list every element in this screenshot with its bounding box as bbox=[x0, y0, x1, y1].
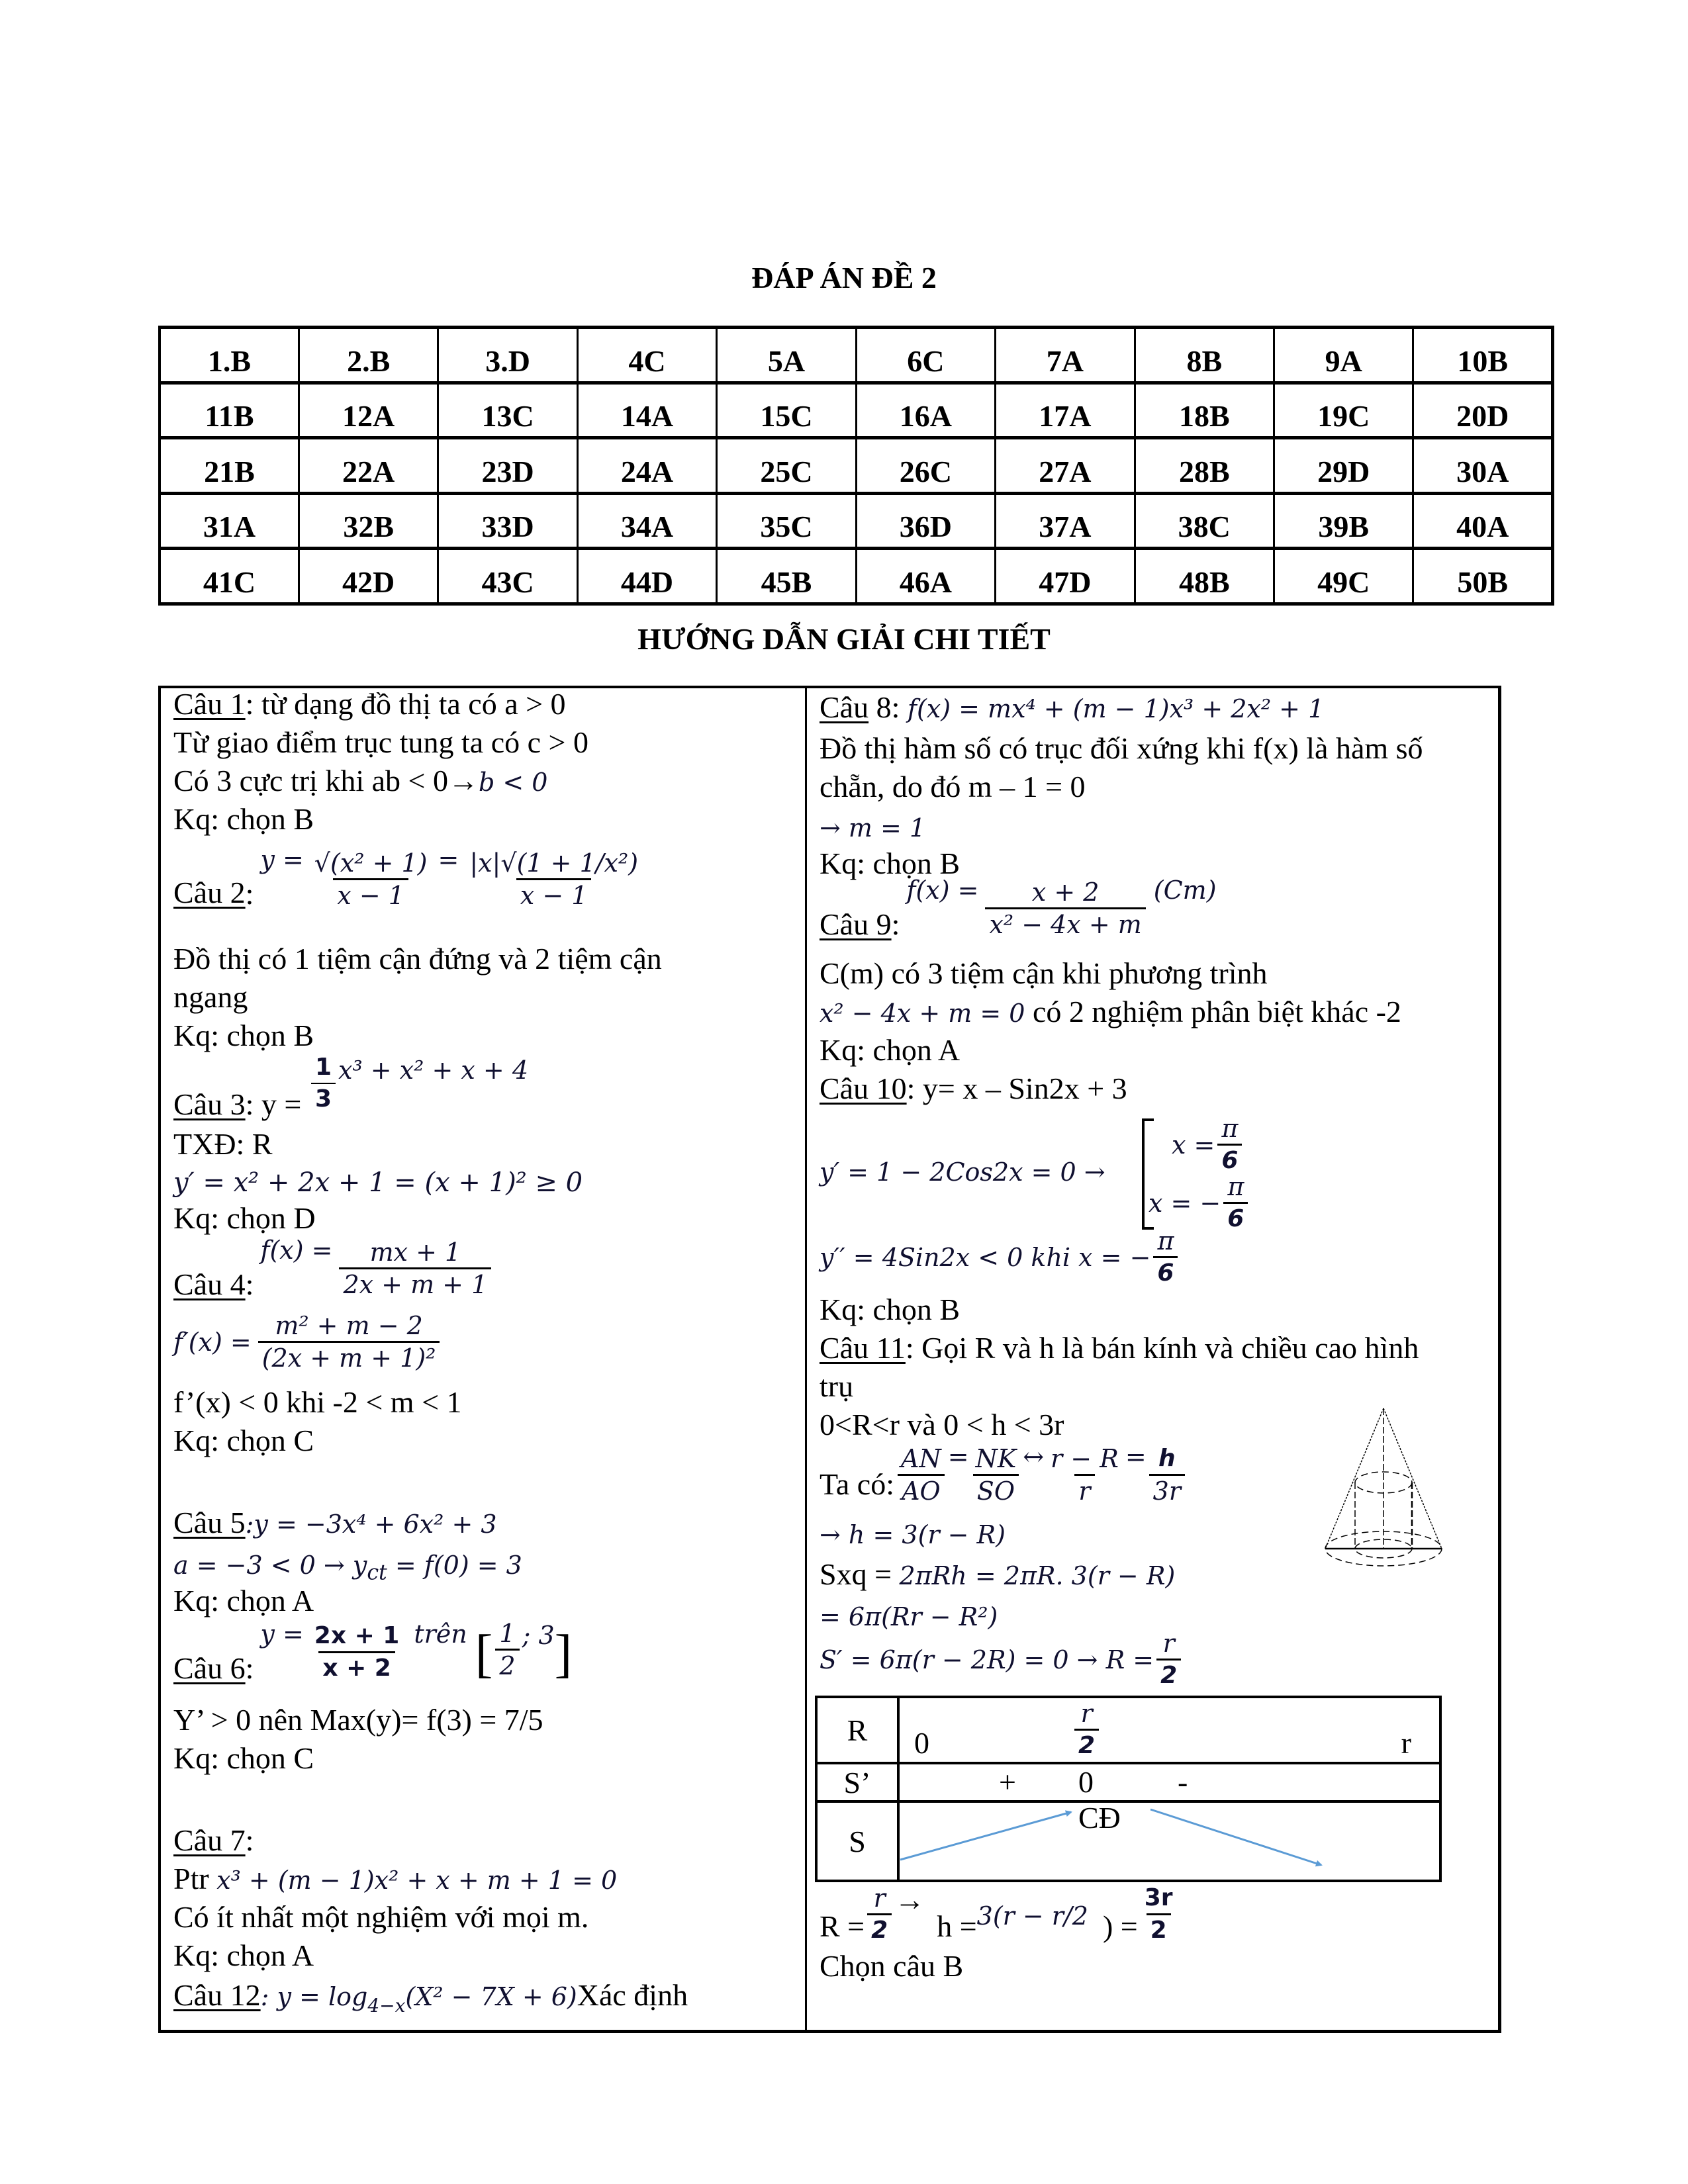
q10-sol1-frac bbox=[1217, 1113, 1242, 1176]
q7-label: Câu 7 bbox=[173, 1823, 246, 1857]
q2-line1 bbox=[173, 841, 645, 913]
q11-sxq2: = 6π(Rr − R²) bbox=[820, 1602, 998, 1631]
q8-line3: chẵn, do đó m – 1 = 0 bbox=[820, 770, 1086, 803]
var-header-Sp: S’ bbox=[816, 1763, 898, 1801]
q12-tail: Xác định bbox=[577, 1978, 688, 2012]
q11-an: AN bbox=[901, 1444, 941, 1473]
q9-frac-num: x + 2 bbox=[1031, 878, 1100, 907]
q4-frac2-num: m² + m − 2 bbox=[275, 1311, 423, 1340]
q6-int-rest: ; 3 bbox=[522, 1621, 555, 1650]
answer-cell: 5A bbox=[717, 328, 856, 383]
q7-ptr: Ptr bbox=[173, 1862, 209, 1895]
answer-row bbox=[160, 383, 1553, 438]
var-sign-minus: - bbox=[1178, 1765, 1188, 1799]
q3-rest: x³ + x² + x + 4 bbox=[338, 1056, 528, 1085]
q11-sxq-expr: 2πRh = 2πR. 3(r − R) bbox=[899, 1561, 1176, 1590]
q11-sprime bbox=[820, 1628, 1184, 1691]
answer-cell: 31A bbox=[160, 493, 299, 549]
answer-cell: 4C bbox=[577, 328, 716, 383]
answer-row bbox=[160, 328, 1553, 383]
q4-result: Kq: chọn C bbox=[173, 1424, 314, 1457]
q4-frac2 bbox=[258, 1310, 440, 1373]
var-R-half-num: r bbox=[1080, 1699, 1093, 1728]
q2-frac2 bbox=[465, 848, 642, 911]
q10-sol1 bbox=[1172, 1113, 1244, 1176]
q10-line1 bbox=[820, 1069, 1127, 1108]
q9-colon: : bbox=[891, 907, 900, 941]
answer-cell: 46A bbox=[856, 549, 995, 604]
q6-tren: trên bbox=[414, 1619, 467, 1649]
q9-frac bbox=[985, 877, 1145, 940]
q8-eq: f(x) = mx⁴ + (m − 1)x³ + 2x² + 1 bbox=[907, 694, 1325, 723]
q1-l3-text: Có 3 cực trị khi ab < 0→ bbox=[173, 764, 479, 797]
answer-cell: 50B bbox=[1413, 549, 1553, 604]
q11-sxq bbox=[820, 1555, 1175, 1595]
q11-frac-nk bbox=[972, 1443, 1021, 1506]
q2-result: Kq: chọn B bbox=[173, 1019, 314, 1052]
q10-second-text: y′′ = 4Sin2x < 0 khi x = − bbox=[820, 1242, 1151, 1272]
q6-line2: Y’ > 0 nên Max(y)= f(3) = 7/5 bbox=[173, 1703, 543, 1737]
q5-label: Câu 5 bbox=[173, 1506, 246, 1539]
q11-choice: Chọn câu B bbox=[820, 1949, 964, 1983]
answer-cell: 19C bbox=[1274, 383, 1413, 438]
q10-six1: 6 bbox=[1217, 1144, 1242, 1176]
q3-result: Kq: chọn D bbox=[173, 1201, 316, 1235]
cone-cylinder-figure bbox=[1317, 1390, 1450, 1569]
q11-sprime-num: r bbox=[1162, 1629, 1175, 1658]
answer-cell: 37A bbox=[996, 493, 1135, 549]
q11-r-minus-R: r − R bbox=[1051, 1444, 1119, 1473]
q2-frac1 bbox=[310, 848, 432, 911]
cone-left-edge bbox=[1325, 1408, 1383, 1549]
var-values-Sp bbox=[898, 1763, 1440, 1801]
q10-pi1: π bbox=[1221, 1114, 1239, 1143]
var-sign-zero: 0 bbox=[1078, 1765, 1094, 1799]
q12-eq2: (X² − 7X + 6) bbox=[405, 1982, 577, 2011]
q11-h-eq: → h = 3(r − R) bbox=[820, 1520, 1006, 1549]
q11-final bbox=[820, 1881, 1180, 1946]
var-row-Sp bbox=[816, 1763, 1440, 1801]
answer-cell: 32B bbox=[299, 493, 438, 549]
q7-result: Kq: chọn A bbox=[173, 1938, 314, 1972]
q11-nk: NK bbox=[975, 1444, 1017, 1473]
answer-row bbox=[160, 549, 1553, 604]
section-title: HƯỚNG DẪN GIẢI CHI TIẾT bbox=[637, 622, 1051, 656]
answer-cell: 49C bbox=[1274, 549, 1413, 604]
q11-ao: AO bbox=[898, 1474, 945, 1506]
q3-formula bbox=[308, 1052, 528, 1115]
q11-sprime-frac bbox=[1156, 1628, 1181, 1691]
q9-eq: x² − 4x + m = 0 bbox=[820, 999, 1025, 1028]
q6-frac-den: x + 2 bbox=[318, 1651, 395, 1684]
q6-line1 bbox=[173, 1615, 572, 1688]
answer-cell: 22A bbox=[299, 438, 438, 494]
q10-second-derivative bbox=[820, 1226, 1180, 1289]
q10-sol2-lhs: x = − bbox=[1149, 1188, 1221, 1218]
q5-line1 bbox=[173, 1504, 497, 1543]
answer-cell: 24A bbox=[577, 438, 716, 494]
var-R-half-den: 2 bbox=[1074, 1729, 1099, 1761]
q6-int-num: 1 bbox=[499, 1619, 516, 1648]
q6-frac-num: 2x + 1 bbox=[314, 1622, 400, 1649]
q11-so: SO bbox=[973, 1474, 1019, 1506]
q11-final-close: ) = bbox=[1102, 1909, 1138, 1943]
q11-l1: : Gọi R và h là bán kính và chiều cao hình bbox=[905, 1331, 1419, 1365]
page-title: ĐÁP ÁN ĐỀ 2 bbox=[751, 261, 937, 295]
answer-cell: 6C bbox=[856, 328, 995, 383]
q2-line3: ngang bbox=[173, 980, 248, 1014]
q6-label: Câu 6 bbox=[173, 1651, 246, 1685]
q6-y: y = bbox=[260, 1619, 304, 1649]
answer-cell: 12A bbox=[299, 383, 438, 438]
q4-fx: f(x) = bbox=[260, 1236, 333, 1265]
answer-cell: 34A bbox=[577, 493, 716, 549]
q7-line2 bbox=[173, 1860, 617, 1899]
q6-int-frac bbox=[495, 1618, 519, 1681]
q11-frac-an bbox=[897, 1443, 945, 1506]
answer-cell: 2.B bbox=[299, 328, 438, 383]
q11-iff: ↔ bbox=[1023, 1442, 1045, 1471]
q4-fpx: f′(x) = bbox=[173, 1327, 252, 1357]
q11-final-r: r bbox=[873, 1884, 886, 1913]
q3-frac bbox=[311, 1052, 336, 1115]
q11-taco: Ta có: bbox=[820, 1467, 895, 1501]
q10-six3: 6 bbox=[1153, 1256, 1178, 1289]
q11-sprime-den: 2 bbox=[1156, 1659, 1181, 1691]
q11-label: Câu 11 bbox=[820, 1331, 906, 1365]
answer-cell: 48B bbox=[1135, 549, 1274, 604]
q4-line1 bbox=[173, 1231, 494, 1304]
q2-colon: : bbox=[245, 877, 254, 911]
answer-cell: 18B bbox=[1135, 383, 1274, 438]
answer-cell: 29D bbox=[1274, 438, 1413, 494]
q12-sub: 4−x bbox=[367, 1995, 406, 2017]
q8-line1 bbox=[820, 688, 1324, 728]
var-row-R bbox=[816, 1697, 1440, 1763]
answer-cell: 3.D bbox=[438, 328, 577, 383]
q4-frac-den: 2x + m + 1 bbox=[339, 1267, 491, 1300]
q4-frac bbox=[339, 1237, 491, 1300]
q4-derivative bbox=[173, 1310, 442, 1373]
answer-cell: 35C bbox=[717, 493, 856, 549]
q4-condition: f’(x) < 0 khi -2 < m < 1 bbox=[173, 1385, 462, 1419]
answer-cell: 36D bbox=[856, 493, 995, 549]
answer-cell: 45B bbox=[717, 549, 856, 604]
var-R-r: r bbox=[1401, 1726, 1411, 1760]
q9-fx: f(x) = bbox=[906, 876, 979, 905]
answer-cell: 26C bbox=[856, 438, 995, 494]
q9-label: Câu 9 bbox=[820, 907, 892, 941]
var-R-0: 0 bbox=[914, 1726, 929, 1760]
answer-cell: 44D bbox=[577, 549, 716, 604]
q6-result: Kq: chọn C bbox=[173, 1741, 314, 1775]
q11-final-h: h = bbox=[937, 1909, 977, 1943]
variation-arrows bbox=[898, 1800, 1439, 1878]
answer-cell: 39B bbox=[1274, 493, 1413, 549]
q5-result: Kq: chọn A bbox=[173, 1584, 314, 1617]
answer-cell: 11B bbox=[160, 383, 299, 438]
q5-eq: :y = −3x⁴ + 6x² + 3 bbox=[245, 1510, 497, 1539]
var-max-label: CĐ bbox=[1078, 1801, 1121, 1835]
q1-formula: b < 0 bbox=[478, 768, 548, 797]
q9-line3 bbox=[820, 993, 1401, 1032]
q7-line1 bbox=[173, 1821, 254, 1860]
q10-six2: 6 bbox=[1223, 1202, 1248, 1234]
q2-frac1-num: √(x² + 1) bbox=[314, 848, 428, 878]
q11-final-hexpr: 3(r − r/2 bbox=[976, 1901, 1088, 1931]
answer-cell: 16A bbox=[856, 383, 995, 438]
answer-cell: 8B bbox=[1135, 328, 1274, 383]
var-sign-plus: + bbox=[999, 1765, 1016, 1799]
q9-cm: (Cm) bbox=[1153, 876, 1217, 905]
q2-y: y = bbox=[260, 845, 304, 874]
q4-label: Câu 4 bbox=[173, 1267, 246, 1301]
answer-cell: 14A bbox=[577, 383, 716, 438]
var-values-R bbox=[898, 1697, 1440, 1763]
q10-result: Kq: chọn B bbox=[820, 1293, 961, 1326]
q10-eq: : y= x – Sin2x + 3 bbox=[906, 1071, 1127, 1105]
q11-3r: 3r bbox=[1149, 1474, 1185, 1506]
answer-cell: 42D bbox=[299, 549, 438, 604]
q2-label: Câu 2 bbox=[173, 876, 246, 909]
q6-frac bbox=[310, 1621, 404, 1684]
q11-line3: 0<R<r và 0 < h < 3r bbox=[820, 1408, 1064, 1441]
q8-line2: Đồ thị hàm số có trục đối xứng khi f(x) là hàm số bbox=[820, 731, 1423, 765]
q8-result: Kq: chọn B bbox=[820, 846, 961, 880]
var-header-R: R bbox=[816, 1697, 898, 1763]
q4-frac2-den: (2x + m + 1)² bbox=[258, 1341, 440, 1373]
answer-cell: 40A bbox=[1413, 493, 1553, 549]
q5-l1b: = f(0) = 3 bbox=[387, 1551, 522, 1580]
q3-derivative: y′ = x² + 2x + 1 = (x + 1)² ≥ 0 bbox=[173, 1167, 583, 1198]
q3-frac-den: 3 bbox=[311, 1083, 336, 1115]
q11-sprime-text: S′ = 6π(r − 2R) = 0 → R = bbox=[820, 1645, 1154, 1674]
answer-key-table bbox=[158, 326, 1554, 606]
answer-cell: 33D bbox=[438, 493, 577, 549]
q10-sol2-frac bbox=[1223, 1171, 1248, 1234]
decreasing-arrow bbox=[1150, 1809, 1321, 1865]
answer-cell: 21B bbox=[160, 438, 299, 494]
q2-frac1-den: x − 1 bbox=[333, 878, 408, 911]
q10-label: Câu 10 bbox=[820, 1071, 907, 1105]
q6-bracket-left: [ bbox=[475, 1625, 493, 1683]
q1-text: : từ dạng đồ thị ta có a > 0 bbox=[245, 687, 566, 721]
q12-line1 bbox=[173, 1976, 688, 2025]
q3-line1 bbox=[173, 1085, 301, 1124]
answer-cell: 10B bbox=[1413, 328, 1553, 383]
answer-cell: 25C bbox=[717, 438, 856, 494]
q3-label: Câu 3 bbox=[173, 1087, 246, 1121]
q2-frac2-num: |x|√(1 + 1/x²) bbox=[469, 848, 639, 878]
answer-cell: 1.B bbox=[160, 328, 299, 383]
answer-cell: 20D bbox=[1413, 383, 1553, 438]
q8-num: 8: bbox=[868, 690, 908, 724]
q11-final-frac bbox=[1141, 1883, 1177, 1946]
q11-final-den: 2 bbox=[1147, 1913, 1171, 1946]
answer-cell: 15C bbox=[717, 383, 856, 438]
answer-cell: 47D bbox=[996, 549, 1135, 604]
q6-bracket-right: ] bbox=[554, 1625, 573, 1683]
q4-frac-num: mx + 1 bbox=[369, 1238, 461, 1267]
answer-cell: 38C bbox=[1135, 493, 1274, 549]
q10-pi3: π bbox=[1157, 1226, 1174, 1255]
q12-label: Câu 12 bbox=[173, 1978, 261, 2012]
q10-sol2 bbox=[1149, 1171, 1250, 1234]
q1-line1 bbox=[173, 685, 566, 723]
q11-h: h bbox=[1158, 1445, 1176, 1472]
q6-int-den: 2 bbox=[495, 1649, 519, 1681]
q9-frac-den: x² − 4x + m bbox=[985, 907, 1145, 940]
answer-cell: 28B bbox=[1135, 438, 1274, 494]
q7-line3: Có ít nhất một nghiệm với mọi m. bbox=[173, 1900, 589, 1934]
var-R-half bbox=[1074, 1698, 1099, 1761]
q1-line2: Từ giao điểm trục tung ta có c > 0 bbox=[173, 725, 588, 759]
q1-line3 bbox=[173, 762, 547, 801]
cone-right-edge bbox=[1383, 1408, 1442, 1549]
answer-cell: 43C bbox=[438, 549, 577, 604]
q3-txd: TXĐ: R bbox=[173, 1127, 273, 1161]
answer-cell: 30A bbox=[1413, 438, 1553, 494]
answer-cell: 17A bbox=[996, 383, 1135, 438]
q5-sub: ct bbox=[367, 1561, 387, 1585]
q2-equals: = bbox=[438, 845, 459, 874]
q9-result: Kq: chọn A bbox=[820, 1033, 961, 1067]
q10-pi2: π bbox=[1227, 1172, 1244, 1201]
q7-colon: : bbox=[245, 1823, 254, 1857]
q11-final-rhalf bbox=[867, 1883, 892, 1946]
q9-line2: C(m) có 3 tiệm cận khi phương trình bbox=[820, 956, 1268, 990]
q10-derivative: y′ = 1 − 2Cos2x = 0 → bbox=[820, 1158, 1105, 1187]
q11-line2: trụ bbox=[820, 1369, 854, 1403]
q10-second-frac bbox=[1153, 1226, 1178, 1289]
q11-final-num: 3r bbox=[1144, 1884, 1173, 1911]
q9-l2: có 2 nghiệm phân biệt khác -2 bbox=[1025, 995, 1401, 1028]
q11-r: r bbox=[1074, 1474, 1094, 1506]
q11-frac-rR bbox=[1047, 1443, 1123, 1506]
answer-cell: 13C bbox=[438, 383, 577, 438]
q11-final-arrow: → bbox=[894, 1883, 925, 1917]
q11-final-R: R = bbox=[820, 1909, 865, 1943]
answer-cell: 41C bbox=[160, 549, 299, 604]
q4-colon: : bbox=[245, 1267, 254, 1301]
q8-line4: → m = 1 bbox=[820, 813, 926, 842]
q1-result: Kq: chọn B bbox=[173, 802, 314, 836]
q3-frac-num: 1 bbox=[315, 1054, 332, 1081]
q11-sxq-label: Sxq = bbox=[820, 1557, 892, 1591]
answer-cell: 7A bbox=[996, 328, 1135, 383]
q11-line1 bbox=[820, 1329, 1419, 1367]
increasing-arrow bbox=[900, 1812, 1071, 1860]
answer-row bbox=[160, 493, 1553, 549]
answer-cell: 27A bbox=[996, 438, 1135, 494]
q11-ratio: Ta có: $\frac{AN}{AO}$ = $\frac{NK}{SO}$ ↔ $\frac{r - R}{r}$ = $\frac{h}{3r}$ bbox=[820, 1437, 1188, 1506]
q9-line1 bbox=[820, 871, 1217, 944]
answer-row bbox=[160, 438, 1553, 494]
q3-pre: : y = bbox=[245, 1087, 302, 1121]
q12-eq: : y = log bbox=[260, 1982, 368, 2011]
answer-cell: 23D bbox=[438, 438, 577, 494]
q6-colon: : bbox=[245, 1651, 254, 1685]
q7-eq: x³ + (m − 1)x² + x + m + 1 = 0 bbox=[216, 1866, 618, 1895]
var-header-S: S bbox=[816, 1801, 898, 1881]
q10-sol1-lhs: x = bbox=[1172, 1130, 1215, 1160]
q5-l1: a = −3 < 0 → y bbox=[173, 1551, 367, 1580]
answer-cell: 9A bbox=[1274, 328, 1413, 383]
q11-frac-h bbox=[1149, 1443, 1185, 1506]
column-divider bbox=[805, 686, 807, 2033]
q1-label: Câu 1 bbox=[173, 687, 246, 721]
q2-line2: Đồ thị có 1 tiệm cận đứng và 2 tiệm cận bbox=[173, 942, 662, 976]
q2-frac2-den: x − 1 bbox=[516, 878, 592, 911]
q11-final-2: 2 bbox=[867, 1913, 892, 1946]
q8-label: Câu bbox=[820, 690, 869, 724]
